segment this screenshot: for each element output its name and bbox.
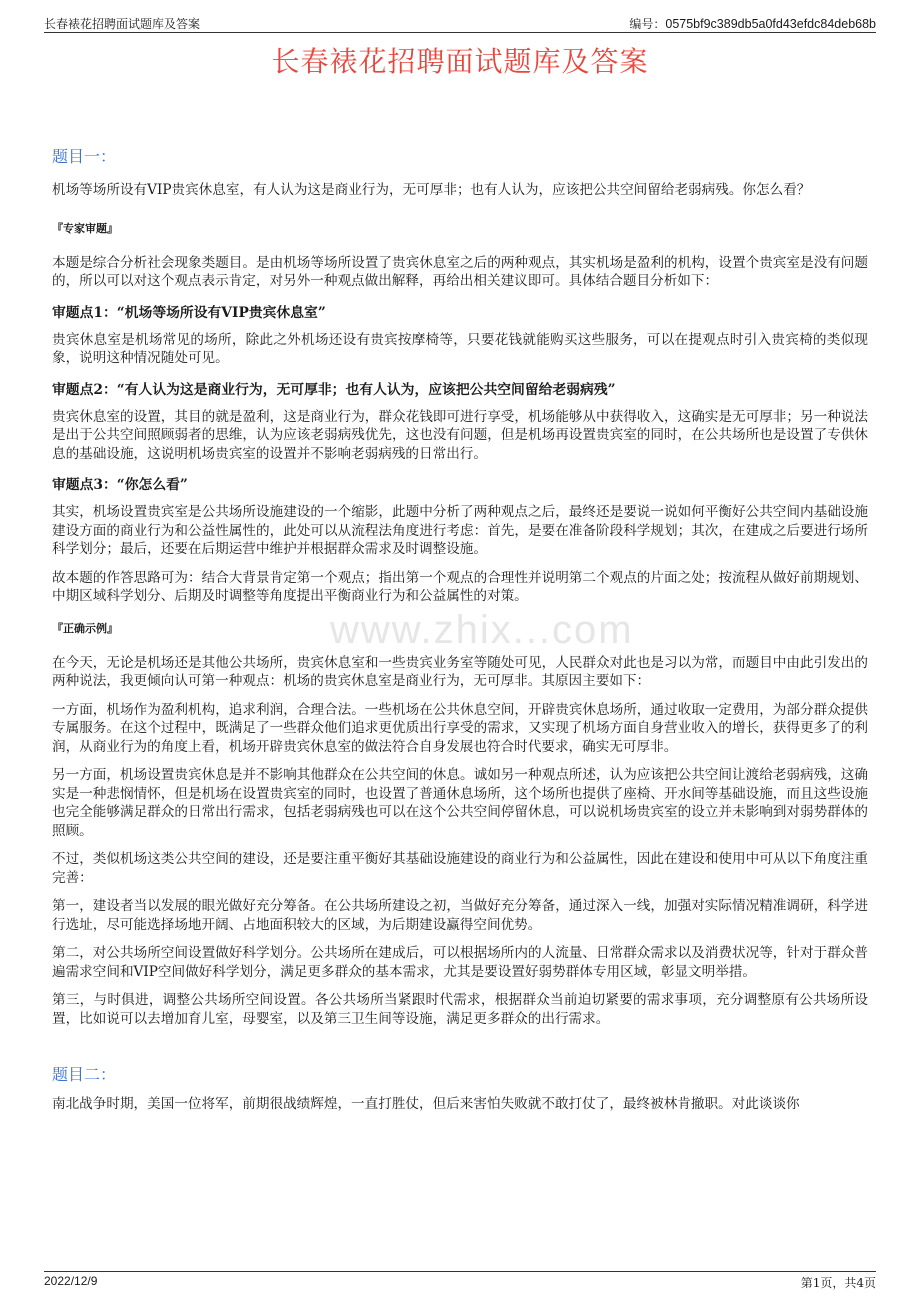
expert-review-tag: 『专家审题』 (52, 221, 118, 235)
sample-paragraph-5: 第一，建设者当以发展的眼光做好充分筹备。在公共场所建设之初，当做好充分筹备，通过深入一线，加强对实际情况精准调研，科学进行选址，尽可能选择场地开阔、占地面积较大的区域，为后期建设赢得空间优势。 (52, 898, 868, 933)
question-2-text: 南北战争时期，美国一位将军，前期很战绩辉煌，一直打胜仗，但后来害怕失败就不敢打仗了，最终被林肯撤职。对此谈谈你 (52, 1096, 800, 1112)
document-body (52, 140, 868, 1114)
expert-intro: 本题是综合分析社会现象类题目。是由机场等场所设置了贵宾休息室之后的两种观点，其实机场是盈利的机构，设置个贵宾室是没有问题的，所以可以对这个观点表示肯定，对另外一种观点做出解释，再给出相关建议即可。具体结合题目分析如下： (52, 254, 868, 289)
review-point-1-text: 贵宾休息室是机场常见的场所，除此之外机场还设有贵宾按摩椅等，只要花钱就能购买这些服务，可以在提观点时引入贵宾椅的类似现象，说明这种情况随处可见。 (52, 331, 868, 366)
question-1-text: 机场等场所设有VIP贵宾休息室，有人认为这是商业行为，无可厚非；也有人认为，应该把公共空间留给老弱病残。你怎么看？ (52, 182, 811, 198)
review-point-2-text: 贵宾休息室的设置，其目的就是盈利，这是商业行为，群众花钱即可进行享受，机场能够从中获得收入，这确实是无可厚非；另一种说法是出于公共空间照顾弱者的思维，认为应该老弱病残优先，这也没有问题，但是机场再设置贵宾室的同时，在公共场所也是设置了专供休息的基础设施，这说明机场贵宾室的设置并不影响老弱病残的日常出行。 (52, 408, 868, 462)
sample-paragraph-3: 另一方面，机场设置贵宾休息是并不影响其他群众在公共空间的休息。诚如另一种观点所述，认为应该把公共空间让渡给老弱病残，这确实是一种悲悯情怀，但是机场在设置贵宾室的同时，也设置了普通休息场所，这个场所也提供了座椅、开水间等基础设施，而且这些设施也完全能够满足群众的日常出行需求，包括老弱病残也可以在这个公共空间停留休息，可以说机场贵宾室的设立并未影响到对弱势群体的照顾。 (52, 767, 868, 839)
header-doc-title: 长春裱花招聘面试题库及答案 (44, 17, 201, 31)
page-footer (44, 1271, 876, 1290)
sample-paragraph-1: 在今天，无论是机场还是其他公共场所，贵宾休息室和一些贵宾业务室等随处可见，人民群众对此也是习以为常，而题目中由此引发出的两种说法，我更倾向认可第一种观点：机场的贵宾休息室是商业行为，无可厚非。其原因主要如下： (52, 654, 868, 689)
sample-paragraph-7: 第三，与时俱进，调整公共场所空间设置。各公共场所当紧跟时代需求，根据群众当前迫切紧要的需求事项，充分调整原有公共场所设置，比如说可以去增加育儿室，母婴室，以及第三卫生间等设施，满足更多群众的出行需求。 (52, 992, 868, 1027)
answer-thinking: 故本题的作答思路可为：结合大背景肯定第一个观点；指出第一个观点的合理性并说明第二个观点的片面之处；按流程从做好前期规划、中期区域科学划分、后期及时调整等角度提出平衡商业行为和公益属性的对策。 (52, 569, 868, 604)
footer-page-number: 第1页，共4页 (800, 1276, 876, 1290)
review-point-2-title: 审题点2：“有人认为这是商业行为，无可厚非；也有人认为，应该把公共空间留给老弱病残” (52, 381, 616, 398)
review-point-3-text: 其实，机场设置贵宾室是公共场所设施建设的一个缩影，此题中分析了两种观点之后，最终还是要说一说如何平衡好公共空间内基础设施建设方面的商业行为和公益性属性的，此处可以从流程法角度进行考虑：首先，是要在准备阶段科学规划；其次，在建成之后要进行场所科学划分；最后，还要在后期运营中维护并根据群众需求及时调整设施。 (52, 504, 868, 557)
page-header (44, 10, 876, 33)
sample-paragraph-4: 不过，类似机场这类公共空间的建设，还是要注重平衡好其基础设施建设的商业行为和公益属性，因此在建设和使用中可从以下角度注重完善： (52, 851, 868, 886)
sample-paragraph-6: 第二，对公共场所空间设置做好科学划分。公共场所在建成后，可以根据场所内的人流量、日常群众需求以及消费状况等，针对于群众普遍需求空间和VIP空间做好科学划分，满足更多群众的基本需求，尤其是要设置好弱势群体专用区域，彰显文明举措。 (52, 945, 868, 980)
header-code-value: 0575bf9c389db5a0fd43efdc84deb68b (665, 17, 876, 31)
page-title: 长春裱花招聘面试题库及答案 (271, 45, 649, 78)
question-2-heading: 题目二： (52, 1065, 117, 1084)
review-point-3-title: 审题点3：“你怎么看” (52, 477, 188, 493)
footer-date: 2022/12/9 (44, 1274, 98, 1288)
watermark: www.zhix...com (330, 608, 634, 652)
sample-answer-tag: 『正确示例』 (52, 621, 118, 635)
question-1-heading: 题目一： (52, 147, 117, 166)
sample-paragraph-2: 一方面，机场作为盈利机构，追求利润，合理合法。一些机场在公共休息空间，开辟贵宾休息场所，通过收取一定费用，为部分群众提供专属服务。在这个过程中，既满足了一些群众他们追求更优质出行享受的需求，又实现了机场方面自身营业收入的增长，获得更多了的利润，从商业行为的角度上看，机场开辟贵宾休息室的做法符合自身发展也符合时代要求，确实无可厚非。 (52, 701, 868, 755)
review-point-1-title: 审题点1：“机场等场所设有VIP贵宾休息室” (52, 304, 326, 321)
header-code-label: 编号： (629, 17, 666, 31)
header-code (629, 15, 876, 32)
